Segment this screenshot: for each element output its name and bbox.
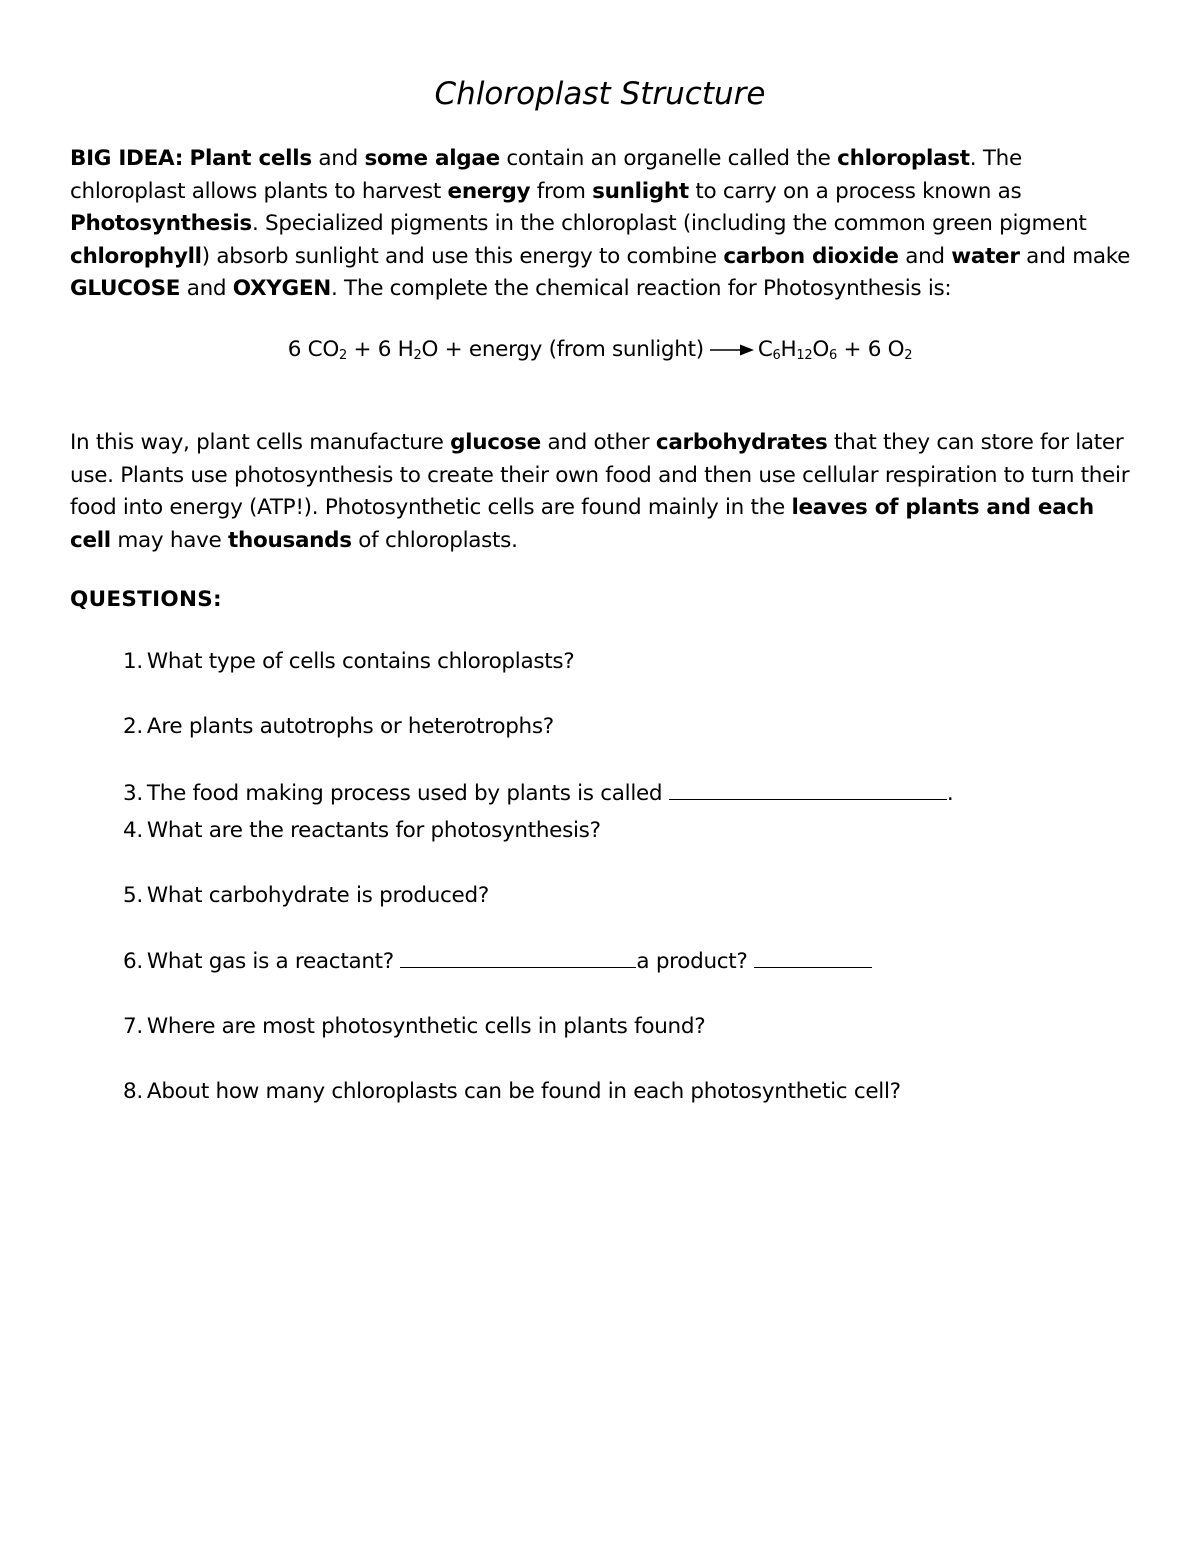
text-run: of chloroplasts.: [351, 527, 518, 553]
term-some-algae: some algae: [364, 146, 500, 171]
eq-energy: O + energy (from sunlight): [421, 337, 704, 362]
text-run: . The chloroplast allows plants to harvest: [70, 146, 1022, 204]
question-number: 3.: [123, 781, 143, 806]
questions-heading: QUESTIONS:: [70, 587, 222, 612]
eq-glucose-h: H: [780, 337, 797, 362]
term-chlorophyll: chlorophyll: [70, 243, 202, 269]
text-run: from: [530, 178, 593, 204]
text-run: that they can store for later use. Plants use photosynthesis to create their own food and then use cellular respiration to turn their food into energy (ATP!). Photosynthetic cells are found mainly in the: [70, 430, 1130, 520]
text-run: and: [180, 276, 233, 301]
term-glucose: GLUCOSE: [70, 276, 181, 301]
question-number: 1.: [123, 649, 143, 674]
eq-o2: + 6 O: [836, 337, 905, 362]
question-number: 4.: [123, 818, 143, 843]
eq-glucose-o: O: [812, 337, 829, 362]
term-glucose-2: glucose: [450, 430, 541, 455]
question-3: [123, 777, 953, 810]
text-run: and: [898, 243, 952, 269]
product-answer-blank[interactable]: [754, 945, 872, 968]
big-idea-paragraph: [70, 143, 1140, 306]
text-run: . The complete the chemical reaction for Photosynthesis is:: [330, 276, 952, 301]
term-photosynthesis: Photosynthesis: [70, 211, 252, 236]
eq-subscript: 6: [828, 348, 837, 363]
question-text: The food making process used by plants is called: [146, 781, 669, 806]
term-thousands: thousands: [227, 527, 352, 553]
text-run: ) absorb sunlight and use this energy to combine: [201, 243, 724, 269]
term-chloroplast: chloroplast: [837, 146, 970, 171]
question-number: 5.: [123, 883, 143, 908]
question-text: What carbohydrate is produced?: [146, 883, 489, 908]
term-carbohydrates: carbohydrates: [655, 430, 828, 455]
term-energy: energy: [447, 178, 531, 204]
text-run: to carry on a process known as: [688, 178, 1022, 204]
answer-blank[interactable]: [669, 777, 947, 800]
question-4: [123, 815, 601, 847]
question-text: What are the reactants for photosynthesis?: [146, 818, 601, 843]
question-text: What gas is a reactant?: [146, 949, 401, 974]
question-number: 7.: [123, 1014, 143, 1039]
text-run: and other: [540, 430, 656, 455]
eq-h2o: + 6 H: [346, 337, 414, 362]
question-text-end: .: [946, 781, 954, 806]
question-7: [123, 1011, 705, 1043]
reaction-arrow-icon: [710, 343, 754, 357]
page-title: Chloroplast Structure: [434, 76, 766, 112]
text-run: In this way, plant cells manufacture: [70, 430, 451, 455]
term-leaves-of-plants: leaves of plants and each cell: [70, 495, 1094, 553]
eq-subscript: 2: [413, 348, 422, 363]
eq-subscript: 2: [338, 348, 347, 363]
text-run: contain an organelle called the: [499, 146, 838, 171]
term-water: water: [951, 243, 1020, 269]
text-run: may have: [110, 527, 228, 553]
eq-co2: 6 CO: [287, 337, 339, 362]
question-6: [123, 945, 872, 978]
question-1: [123, 646, 574, 678]
question-text: a product?: [636, 949, 755, 974]
term-carbon-dioxide: carbon dioxide: [723, 243, 899, 269]
question-2: [123, 711, 554, 743]
reactant-answer-blank[interactable]: [400, 945, 636, 968]
question-5: [123, 880, 489, 912]
glucose-paragraph: [70, 427, 1140, 557]
eq-glucose-c: C: [757, 337, 773, 362]
question-number: 6.: [123, 949, 143, 974]
question-text: Where are most photosynthetic cells in plants found?: [146, 1014, 706, 1039]
term-sunlight: sunlight: [592, 178, 689, 204]
text-run: and make: [1019, 243, 1131, 269]
question-number: 8.: [123, 1079, 143, 1104]
question-text: Are plants autotrophs or heterotrophs?: [146, 714, 554, 739]
text-run: . Specialized pigments in the chloroplast (including the common green pigment: [251, 211, 1087, 236]
text-run: and: [311, 146, 365, 171]
eq-subscript: 12: [796, 348, 813, 363]
eq-subscript: 6: [772, 348, 781, 363]
photosynthesis-equation: [0, 333, 1200, 367]
term-oxygen: OXYGEN: [232, 276, 331, 301]
term-plant-cells: Plant cells: [189, 146, 312, 171]
question-text: About how many chloroplasts can be found in each photosynthetic cell?: [146, 1079, 901, 1104]
big-idea-label: BIG IDEA:: [70, 146, 183, 171]
eq-subscript: 2: [904, 348, 913, 363]
question-number: 2.: [123, 714, 143, 739]
question-text: What type of cells contains chloroplasts?: [146, 649, 575, 674]
question-8: [123, 1076, 901, 1108]
